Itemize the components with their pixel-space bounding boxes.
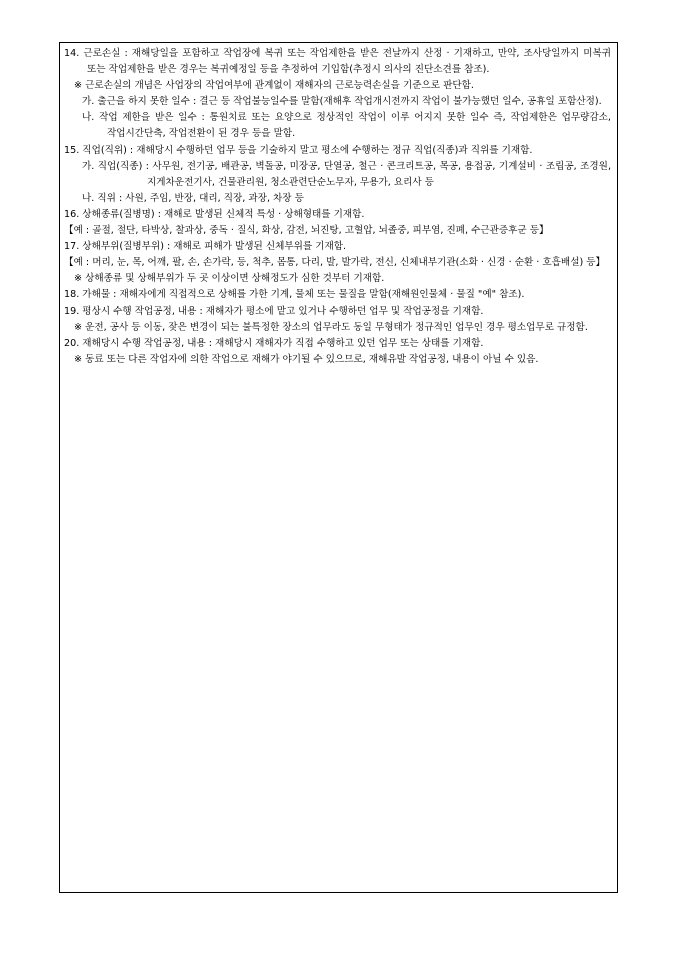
item-15-sub-ga: 가. 직업(직종) : 사무원, 전기공, 배관공, 벽돌공, 미장공, 단열공, 철근 · 콘크리트공, 목공, 용접공, 기계설비 · 조립공, 조경원, 지게차운전기사, 건물관리원, 청소관련단순노무자, 무용가, 요리사 등 (82, 160, 611, 188)
item-19-text: 19. 평상시 수행 작업공정, 내용 : 재해자가 평소에 맡고 있거나 수행하던 업무 및 작업공정을 기재함. (64, 305, 484, 317)
document-frame (59, 42, 618, 893)
item-14-text: 14. 근로손실 : 재해당일을 포함하고 작업장에 복귀 또는 작업제한을 받은 전날까지 산정 · 기재하고, 만약, 조사당일까지 미복귀 또는 작업제한을 받은 경우는 복귀예정일 등을 추정하여 기입함(추정시 의사의 진단소견를 참조). (64, 48, 611, 76)
item-20-note: ※ 동료 또는 다른 작업자에 의한 작업으로 재해가 야기될 수 있으므로, 재해유발 작업공정, 내용이 아닐 수 있음. (74, 353, 539, 365)
item-18-text: 18. 가해물 : 재해자에게 직접적으로 상해를 가한 기계, 물체 또는 물질을 말함(재해원인물체 · 물질 "예" 참조). (64, 289, 525, 301)
item-17-note: ※ 상해종류 및 상해부위가 두 곳 이상이면 상해정도가 심한 것부터 기재함. (74, 273, 385, 285)
item-15-sub-na: 나. 직위 : 사원, 주임, 반장, 대리, 직장, 과장, 차장 등 (82, 192, 304, 204)
document-body (64, 46, 611, 368)
item-16-example: 【예 : 골절, 절단, 타박상, 찰과상, 중독 · 질식, 화상, 감전, 뇌진탕, 고혈압, 뇌졸중, 피부염, 진폐, 수근관증후군 등】 (64, 225, 549, 237)
item-14-note: ※ 근로손실의 개념은 사업장의 작업여부에 관계없이 재해자의 근로능력손실을 기준으로 판단함. (74, 80, 474, 92)
item-14-sub-ga: 가. 출근을 하지 못한 일수 : 결근 등 작업불능일수를 말함(재해후 작업개시전까지 작업이 불가능했던 일수, 공휴일 포함산정). (82, 96, 602, 108)
item-15-text: 15. 직업(직위) : 재해당시 수행하던 업무 등을 기술하지 말고 평소에 수행하는 정규 직업(직종)과 직위를 기재함. (64, 144, 533, 156)
item-20-text: 20. 재해당시 수행 작업공정, 내용 : 재해당시 재해자가 직접 수행하고 있던 업무 또는 상태를 기재함. (64, 337, 484, 349)
item-16-text: 16. 상해종류(질병명) : 재해로 발생된 신체적 특성 · 상해형태를 기재함. (64, 208, 365, 220)
item-14-sub-na: 나. 작업 제한을 받은 일수 : 통원치료 또는 요양으로 정상적인 작업이 이루 어지지 못한 일수 즉, 작업제한은 업무량감소, 작업시간단축, 작업전환이 된 경우 등을 말함. (82, 112, 611, 140)
item-17-text: 17. 상해부위(질병부위) : 재해로 피해가 발생된 신체부위를 기재함. (64, 241, 347, 253)
item-17-example: 【예 : 머리, 눈, 목, 어깨, 팔, 손, 손가락, 등, 척추, 몸통, 다리, 발, 발가락, 전신, 신체내부기관(소화 · 신경 · 순환 · 호흡배설) 등】 (64, 257, 606, 269)
item-19-note: ※ 운전, 공사 등 이동, 잦은 변경이 되는 불특정한 장소의 업무라도 동일 무형태가 정규적인 업무인 경우 평소업무로 규정함. (74, 321, 588, 333)
